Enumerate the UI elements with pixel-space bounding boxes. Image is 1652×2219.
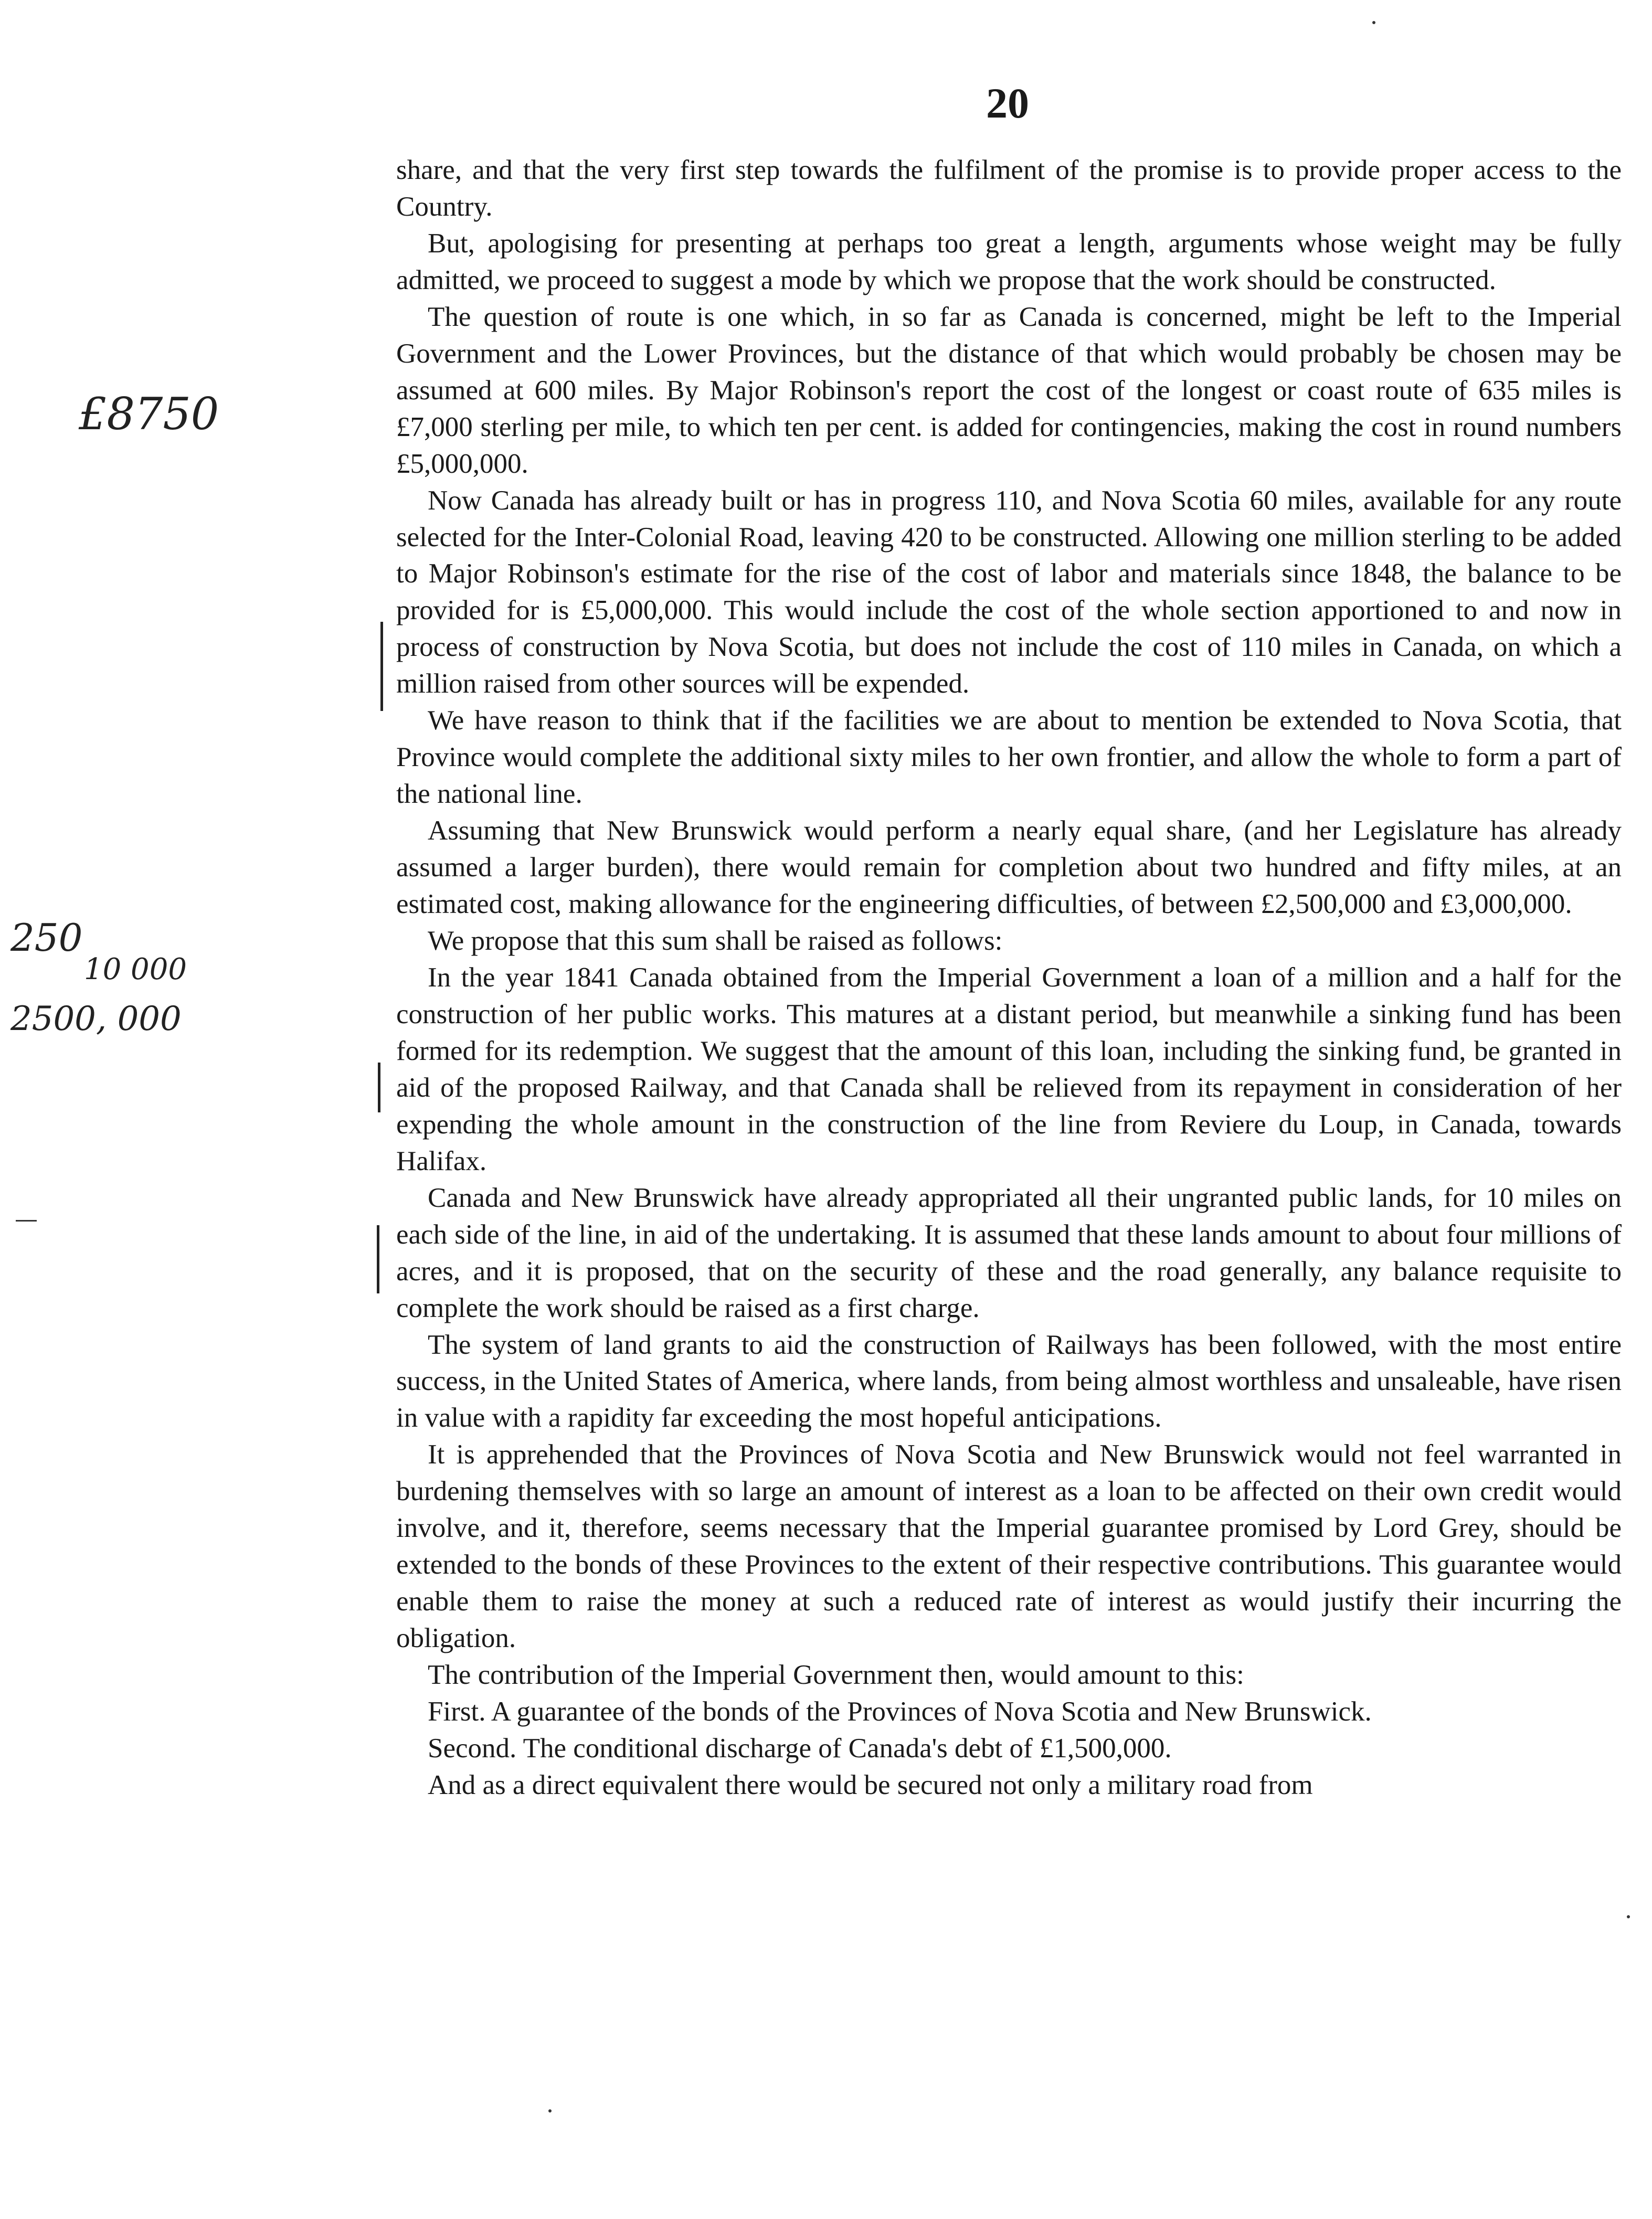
- ink-speck: [548, 2109, 552, 2112]
- paragraph: And as a direct equivalent there would be secured not only a military road from: [428, 1769, 1313, 1800]
- paragraph: Now Canada has already built or has in progress 110, and Nova Scotia 60 miles, available for any route selected for the Inter-Colonial Road, leaving 420 to be constructed. Allowing one million sterling to be added to Major Robinson's estimate for the rise of the cost of labor and materials since 1848, the balance to be provided for is £5,000,000. This would include the cost of the whole section apportioned to and now in process of construction by Nova Scotia, but does not include the cost of 110 miles in Canada, on which a million raised from other sources will be expended.: [396, 485, 1622, 699]
- margin-dash-mark: [16, 1220, 37, 1222]
- handwritten-margin-note: 250: [10, 916, 83, 960]
- handwritten-margin-note: £8750: [79, 388, 219, 440]
- paragraph: share, and that the very first step towards the fulfilment of the promise is to provide proper access to the Country.: [396, 155, 1622, 222]
- paragraph: The system of land grants to aid the construction of Railways has been followed, with the most entire success, in the United States of America, where lands, from being almost worthless and unsaleable, have risen in value with a rapidity far exceeding the most hopeful anticipations.: [396, 1329, 1622, 1434]
- handwritten-margin-note: 2500, 000: [10, 1000, 182, 1038]
- paragraph: Assuming that New Brunswick would perform a nearly equal share, (and her Legislature has already assumed a larger burden), there would remain for completion about two hundred and fifty miles, at an estimated cost, making allowance for the engineering difficulties, of between £2,500,000 and £3,000,000.: [396, 815, 1622, 920]
- ink-speck: [1627, 1915, 1630, 1918]
- ink-speck: [1372, 21, 1375, 24]
- paragraph: The question of route is one which, in so far as Canada is concerned, might be left to the Imperial Government and the Lower Provinces, but the distance of that which would probably be chosen may be assumed at 600 miles. By Major Robinson's report the cost of the longest or coast route of 635 miles is £7,000 sterling per mile, to which ten per cent. is added for contingencies, making the cost in round numbers £5,000,000.: [396, 301, 1622, 479]
- margin-bracket-mark: [377, 1225, 379, 1293]
- paragraph: Second. The conditional discharge of Canada's debt of £1,500,000.: [428, 1733, 1172, 1764]
- handwritten-margin-note: 10 000: [84, 952, 187, 986]
- body-text: [396, 152, 1622, 1804]
- paragraph: Canada and New Brunswick have already appropriated all their ungranted public lands, for 10 miles on each side of the line, in aid of the undertaking. It is assumed that these lands amount to about four millions of acres, and it is proposed, that on the security of these and the road generally, any balance requisite to complete the work should be raised as a first charge.: [396, 1182, 1622, 1323]
- paragraph: We have reason to think that if the facilities we are about to mention be extended to Nova Scotia, that Province would complete the additional sixty miles to her own frontier, and allow the whole to form a part of the national line.: [396, 705, 1622, 810]
- margin-bracket-mark: [380, 622, 383, 711]
- margin-bracket-mark: [378, 1063, 380, 1112]
- page-number: 20: [986, 79, 1029, 127]
- paragraph: It is apprehended that the Provinces of Nova Scotia and New Brunswick would not feel warranted in burdening themselves with so large an amount of interest as a loan to be affected on their own credit would involve, and it, therefore, seems necessary that the Imperial guarantee promised by Lord Grey, should be extended to the bonds of these Provinces to the extent of their respective contributions. This guarantee would enable them to raise the money at such a reduced rate of interest as would justify their incurring the obligation.: [396, 1439, 1622, 1654]
- paragraph: First. A guarantee of the bonds of the Provinces of Nova Scotia and New Brunswick.: [428, 1696, 1372, 1727]
- paragraph: The contribution of the Imperial Government then, would amount to this:: [428, 1660, 1244, 1691]
- paragraph: We propose that this sum shall be raised as follows:: [428, 926, 1003, 957]
- paragraph: But, apologising for presenting at perhaps too great a length, arguments whose weight may be fully admitted, we proceed to suggest a mode by which we propose that the work should be constructed.: [396, 228, 1622, 295]
- paragraph: In the year 1841 Canada obtained from the Imperial Government a loan of a million and a half for the construction of her public works. This matures at a distant period, but meanwhile a sinking fund has been formed for its redemption. We suggest that the amount of this loan, including the sinking fund, be granted in aid of the proposed Railway, and that Canada shall be relieved from its repayment in consideration of her expending the whole amount in the construction of the line from Reviere du Loup, in Canada, towards Halifax.: [396, 962, 1622, 1176]
